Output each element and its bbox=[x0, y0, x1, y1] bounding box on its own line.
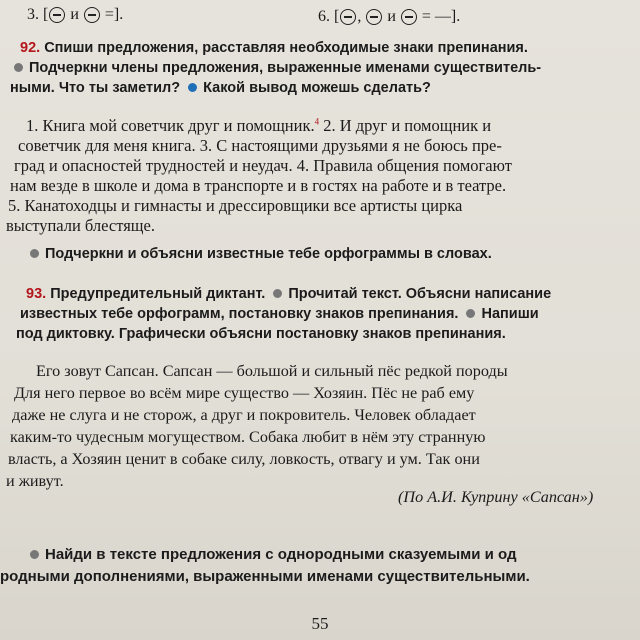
schema-6-end: = —]. bbox=[421, 8, 461, 25]
schema-6-open: [ bbox=[334, 8, 340, 25]
task-93-text1a: Предупредительный диктант. bbox=[50, 286, 266, 302]
text-92-l1b: 2. И друг и помощник и bbox=[323, 116, 492, 135]
text-93-line1: Его зовут Сапсан. Сапсан — большой и сильный пёс редкой породы bbox=[36, 362, 508, 380]
task-bottom-line2: родными дополнениями, выраженными именами существительными. bbox=[0, 568, 530, 585]
text-92-l1a: 1. Книга мой советчик друг и помощник. bbox=[26, 116, 315, 135]
task-92-line2 bbox=[14, 60, 541, 76]
schema-6 bbox=[318, 8, 460, 26]
text-93-line6: и живут. bbox=[6, 472, 64, 490]
task-93-number: 93. bbox=[26, 286, 47, 302]
text-92-line3: град и опасностей трудностей и неудач. 4. Правила общения помогают bbox=[14, 156, 512, 175]
text-93-line2: Для него первое во всём мире существо — Хозяин. Пёс не раб ему bbox=[14, 384, 475, 402]
task-92-line1 bbox=[20, 40, 528, 56]
schema-3-and: и bbox=[70, 6, 79, 23]
minus-circle-icon bbox=[401, 9, 417, 25]
minus-circle-icon bbox=[84, 7, 100, 23]
bullet-icon bbox=[188, 83, 197, 92]
text-93-source: (По А.И. Куприну «Сапсан») bbox=[398, 488, 594, 506]
text-93-line5: власть, а Хозяин ценит в собаке силу, ловкость, отвагу и ум. Так они bbox=[8, 450, 480, 468]
text-92-line2: советчик для меня книга. 3. С настоящими друзьями я не боюсь пре- bbox=[18, 136, 502, 155]
text-93-line4: каким-то чудесным могуществом. Собака любит в нём эту странную bbox=[10, 428, 486, 446]
task-93-text2a: известных тебе орфограмм, постановку знаков препинания. bbox=[20, 306, 459, 322]
text-92-line6: выступали блестяще. bbox=[6, 216, 155, 235]
schema-3-open: [ bbox=[43, 6, 49, 23]
task-92-number: 92. bbox=[20, 40, 41, 56]
task-92-extra bbox=[30, 246, 492, 262]
task-92-text2: Подчеркни члены предложения, выраженные именами существитель- bbox=[29, 60, 542, 76]
task-bottom-line1 bbox=[30, 546, 517, 563]
bullet-icon bbox=[466, 309, 475, 318]
text-92-line1 bbox=[26, 116, 491, 136]
task-92-line3 bbox=[10, 80, 431, 96]
bullet-icon bbox=[14, 63, 23, 72]
task-93-text2b: Напиши bbox=[481, 306, 539, 322]
task-93-line3: под диктовку. Графически объясни постановку знаков препинания. bbox=[16, 326, 506, 342]
footnote-marker: 4 bbox=[314, 116, 320, 127]
bullet-icon bbox=[273, 289, 282, 298]
task-92-text3b: Какой вывод можешь сделать? bbox=[203, 80, 431, 96]
task-93-line1 bbox=[26, 286, 551, 302]
task-93-text1b: Прочитай текст. Объясни написание bbox=[288, 286, 552, 302]
task-92-text1: Спиши предложения, расставляя необходимые знаки препинания. bbox=[44, 40, 528, 56]
task-92-text3a: ными. Что ты заметил? bbox=[10, 80, 181, 96]
schema-6-number: 6. bbox=[318, 8, 330, 25]
task-92-extra-text: Подчеркни и объясни известные тебе орфограммы в словах. bbox=[45, 246, 492, 262]
bullet-icon bbox=[30, 550, 39, 559]
minus-circle-icon bbox=[49, 7, 65, 23]
text-92-line5: 5. Канатоходцы и гимнасты и дрессировщики все артисты цирка bbox=[8, 196, 463, 215]
text-92-line4: нам везде в школе и дома в транспорте и в гостях на работе и в театре. bbox=[10, 176, 507, 195]
task-93-line2 bbox=[20, 306, 539, 322]
schema-3-number: 3. bbox=[27, 6, 39, 23]
minus-circle-icon bbox=[340, 9, 356, 25]
bullet-icon bbox=[30, 249, 39, 258]
schema-6-and: и bbox=[387, 8, 396, 25]
schema-6-comma: , bbox=[357, 8, 362, 25]
text-93-line3: даже не слуга и не сторож, а друг и покровитель. Человек обладает bbox=[12, 406, 476, 424]
schema-3 bbox=[27, 6, 123, 24]
minus-circle-icon bbox=[366, 9, 382, 25]
page-number: 55 bbox=[311, 614, 329, 633]
schema-3-end: =]. bbox=[104, 6, 124, 23]
task-bottom-text1: Найди в тексте предложения с однородными сказуемыми и од bbox=[45, 546, 517, 563]
